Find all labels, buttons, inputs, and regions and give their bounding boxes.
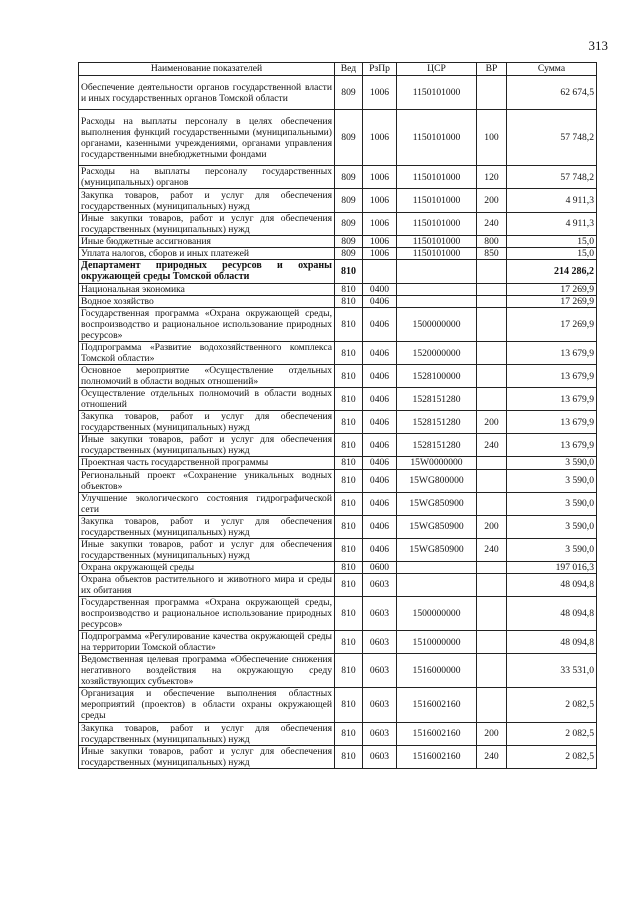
cell-name: Обеспечение деятельности органов государственной власти и иных государственных органов Томской области — [79, 76, 335, 110]
cell-csr: 1516000000 — [397, 654, 477, 688]
cell-vr — [477, 76, 507, 110]
header-sum: Сумма — [507, 63, 597, 76]
table-row — [79, 745, 597, 768]
cell-sum: 3 590,0 — [507, 492, 597, 515]
table-row — [79, 283, 597, 295]
cell-rzpr: 0406 — [363, 295, 397, 307]
cell-rzpr — [363, 259, 397, 283]
cell-vr: 850 — [477, 247, 507, 259]
cell-rzpr: 0406 — [363, 365, 397, 388]
cell-vr: 240 — [477, 538, 507, 561]
cell-csr: 1516002160 — [397, 722, 477, 745]
cell-ved: 810 — [335, 688, 363, 722]
cell-rzpr: 0406 — [363, 411, 397, 434]
cell-vr: 100 — [477, 110, 507, 166]
table-row — [79, 411, 597, 434]
cell-ved: 810 — [335, 573, 363, 596]
cell-vr: 240 — [477, 212, 507, 235]
cell-rzpr: 0406 — [363, 434, 397, 457]
cell-sum: 15,0 — [507, 247, 597, 259]
cell-rzpr: 0406 — [363, 538, 397, 561]
cell-name: Водное хозяйство — [79, 295, 335, 307]
cell-ved: 810 — [335, 283, 363, 295]
cell-sum: 17 269,9 — [507, 307, 597, 341]
cell-csr: 1150101000 — [397, 212, 477, 235]
cell-rzpr: 1006 — [363, 76, 397, 110]
table-row — [79, 166, 597, 189]
cell-ved: 809 — [335, 189, 363, 212]
cell-name: Проектная часть государственной программы — [79, 457, 335, 469]
header-name: Наименование показателей — [79, 63, 335, 76]
cell-ved: 810 — [335, 434, 363, 457]
cell-rzpr: 1006 — [363, 235, 397, 247]
cell-name: Департамент природных ресурсов и охраны окружающей среды Томской области — [79, 259, 335, 283]
cell-vr — [477, 469, 507, 492]
cell-ved: 810 — [335, 515, 363, 538]
cell-rzpr: 0406 — [363, 515, 397, 538]
cell-vr: 200 — [477, 189, 507, 212]
cell-ved: 810 — [335, 745, 363, 768]
cell-csr: 1528100000 — [397, 365, 477, 388]
cell-ved: 810 — [335, 295, 363, 307]
cell-rzpr: 0603 — [363, 631, 397, 654]
cell-sum: 2 082,5 — [507, 688, 597, 722]
table-header — [79, 63, 597, 76]
cell-ved: 810 — [335, 722, 363, 745]
cell-ved: 809 — [335, 235, 363, 247]
cell-sum: 13 679,9 — [507, 411, 597, 434]
cell-sum: 2 082,5 — [507, 722, 597, 745]
table-body — [79, 76, 597, 769]
cell-csr: 15WG850900 — [397, 538, 477, 561]
cell-csr — [397, 259, 477, 283]
cell-csr: 1528151280 — [397, 411, 477, 434]
cell-sum: 17 269,9 — [507, 295, 597, 307]
table-row — [79, 561, 597, 573]
cell-name: Организация и обеспечение выполнения областных мероприятий (проектов) в области охраны окружающей среды — [79, 688, 335, 722]
header-vr: ВР — [477, 63, 507, 76]
cell-sum: 3 590,0 — [507, 515, 597, 538]
cell-ved: 809 — [335, 212, 363, 235]
cell-sum: 62 674,5 — [507, 76, 597, 110]
cell-sum: 3 590,0 — [507, 457, 597, 469]
cell-ved: 810 — [335, 259, 363, 283]
cell-vr — [477, 259, 507, 283]
cell-name: Подпрограмма «Развитие водохозяйственного комплекса Томской области» — [79, 342, 335, 365]
cell-ved: 810 — [335, 365, 363, 388]
cell-ved: 810 — [335, 388, 363, 411]
cell-csr — [397, 573, 477, 596]
cell-name: Уплата налогов, сборов и иных платежей — [79, 247, 335, 259]
cell-rzpr: 1006 — [363, 247, 397, 259]
cell-sum: 13 679,9 — [507, 388, 597, 411]
cell-vr — [477, 457, 507, 469]
cell-rzpr: 0406 — [363, 469, 397, 492]
cell-vr — [477, 597, 507, 631]
cell-rzpr: 0406 — [363, 388, 397, 411]
cell-rzpr: 0600 — [363, 561, 397, 573]
cell-csr: 1516002160 — [397, 745, 477, 768]
cell-rzpr: 0603 — [363, 597, 397, 631]
page-number: 313 — [588, 38, 608, 53]
cell-vr: 240 — [477, 434, 507, 457]
cell-ved: 810 — [335, 307, 363, 341]
cell-csr: 1150101000 — [397, 189, 477, 212]
cell-sum: 48 094,8 — [507, 573, 597, 596]
cell-ved: 809 — [335, 247, 363, 259]
cell-sum: 4 911,3 — [507, 212, 597, 235]
table-row — [79, 654, 597, 688]
cell-name: Закупка товаров, работ и услуг для обеспечения государственных (муниципальных) нужд — [79, 515, 335, 538]
cell-csr: 1500000000 — [397, 597, 477, 631]
cell-vr: 240 — [477, 745, 507, 768]
cell-ved: 810 — [335, 597, 363, 631]
cell-rzpr: 0400 — [363, 283, 397, 295]
header-csr: ЦСР — [397, 63, 477, 76]
cell-rzpr: 1006 — [363, 110, 397, 166]
cell-sum: 197 016,3 — [507, 561, 597, 573]
table-row — [79, 189, 597, 212]
cell-vr — [477, 295, 507, 307]
cell-sum: 2 082,5 — [507, 745, 597, 768]
table-row — [79, 515, 597, 538]
cell-vr — [477, 283, 507, 295]
cell-rzpr: 1006 — [363, 166, 397, 189]
table-row — [79, 212, 597, 235]
cell-ved: 810 — [335, 342, 363, 365]
cell-name: Закупка товаров, работ и услуг для обеспечения государственных (муниципальных) нужд — [79, 411, 335, 434]
cell-vr — [477, 492, 507, 515]
cell-csr: 1150101000 — [397, 166, 477, 189]
cell-sum: 17 269,9 — [507, 283, 597, 295]
cell-vr: 120 — [477, 166, 507, 189]
table-row — [79, 434, 597, 457]
cell-csr: 15W0000000 — [397, 457, 477, 469]
cell-csr: 15WG850900 — [397, 515, 477, 538]
cell-rzpr: 0603 — [363, 688, 397, 722]
cell-name: Подпрограмма «Регулирование качества окружающей среды на территории Томской области» — [79, 631, 335, 654]
table-row — [79, 110, 597, 166]
cell-rzpr: 0603 — [363, 573, 397, 596]
cell-sum: 3 590,0 — [507, 469, 597, 492]
cell-sum: 13 679,9 — [507, 434, 597, 457]
header-row — [79, 63, 597, 76]
table-row — [79, 388, 597, 411]
table-row — [79, 247, 597, 259]
cell-name: Закупка товаров, работ и услуг для обеспечения государственных (муниципальных) нужд — [79, 722, 335, 745]
cell-name: Расходы на выплаты персоналу в целях обеспечения выполнения функций государственными (муниципальными) органами, казенными учреждениями, органами управления государственными внебюджетными фондами — [79, 110, 335, 166]
cell-ved: 810 — [335, 561, 363, 573]
cell-rzpr: 0406 — [363, 342, 397, 365]
cell-sum: 57 748,2 — [507, 110, 597, 166]
cell-name: Осуществление отдельных полномочий в области водных отношений — [79, 388, 335, 411]
table-row — [79, 631, 597, 654]
header-rzpr: РзПр — [363, 63, 397, 76]
cell-name: Региональный проект «Сохранение уникальных водных объектов» — [79, 469, 335, 492]
table-row — [79, 469, 597, 492]
cell-name: Иные закупки товаров, работ и услуг для обеспечения государственных (муниципальных) нужд — [79, 745, 335, 768]
cell-csr: 1150101000 — [397, 76, 477, 110]
cell-csr — [397, 283, 477, 295]
cell-csr — [397, 295, 477, 307]
table-row — [79, 492, 597, 515]
cell-vr — [477, 654, 507, 688]
table-row — [79, 597, 597, 631]
table-row — [79, 295, 597, 307]
table-row — [79, 259, 597, 283]
cell-ved: 809 — [335, 110, 363, 166]
table-row — [79, 235, 597, 247]
cell-sum: 48 094,8 — [507, 631, 597, 654]
cell-rzpr: 1006 — [363, 212, 397, 235]
cell-ved: 810 — [335, 538, 363, 561]
cell-vr — [477, 342, 507, 365]
table-row — [79, 722, 597, 745]
cell-sum: 13 679,9 — [507, 365, 597, 388]
cell-ved: 810 — [335, 492, 363, 515]
table-row — [79, 307, 597, 341]
cell-ved: 809 — [335, 166, 363, 189]
cell-rzpr: 0603 — [363, 745, 397, 768]
table-row — [79, 688, 597, 722]
cell-vr — [477, 573, 507, 596]
cell-rzpr: 1006 — [363, 189, 397, 212]
cell-sum: 13 679,9 — [507, 342, 597, 365]
cell-name: Национальная экономика — [79, 283, 335, 295]
table-row — [79, 365, 597, 388]
table-row — [79, 457, 597, 469]
cell-name: Расходы на выплаты персоналу государственных (муниципальных) органов — [79, 166, 335, 189]
header-ved: Вед — [335, 63, 363, 76]
cell-ved: 809 — [335, 76, 363, 110]
cell-ved: 810 — [335, 631, 363, 654]
cell-name: Государственная программа «Охрана окружающей среды, воспроизводство и рациональное использование природных ресурсов» — [79, 307, 335, 341]
cell-name: Ведомственная целевая программа «Обеспечение снижения негативного воздействия на окружающую среду хозяйствующих субъектов» — [79, 654, 335, 688]
cell-csr — [397, 561, 477, 573]
cell-vr: 200 — [477, 515, 507, 538]
cell-sum: 57 748,2 — [507, 166, 597, 189]
cell-vr — [477, 688, 507, 722]
cell-ved: 810 — [335, 469, 363, 492]
cell-vr: 800 — [477, 235, 507, 247]
cell-name: Улучшение экологического состояния гидрографической сети — [79, 492, 335, 515]
cell-rzpr: 0603 — [363, 654, 397, 688]
table-row — [79, 573, 597, 596]
cell-sum: 33 531,0 — [507, 654, 597, 688]
cell-csr: 15WG800000 — [397, 469, 477, 492]
cell-sum: 15,0 — [507, 235, 597, 247]
cell-csr: 1528151280 — [397, 434, 477, 457]
cell-rzpr: 0406 — [363, 492, 397, 515]
cell-sum: 214 286,2 — [507, 259, 597, 283]
table-row — [79, 538, 597, 561]
cell-name: Охрана окружающей среды — [79, 561, 335, 573]
cell-vr — [477, 631, 507, 654]
cell-rzpr: 0406 — [363, 457, 397, 469]
cell-csr: 1520000000 — [397, 342, 477, 365]
cell-vr — [477, 388, 507, 411]
cell-csr: 1150101000 — [397, 110, 477, 166]
cell-csr: 1500000000 — [397, 307, 477, 341]
cell-name: Иные закупки товаров, работ и услуг для обеспечения государственных (муниципальных) нужд — [79, 434, 335, 457]
cell-sum: 48 094,8 — [507, 597, 597, 631]
cell-name: Охрана объектов растительного и животного мира и среды их обитания — [79, 573, 335, 596]
budget-table — [78, 62, 597, 769]
cell-csr: 1150101000 — [397, 235, 477, 247]
cell-rzpr: 0406 — [363, 307, 397, 341]
cell-name: Иные закупки товаров, работ и услуг для обеспечения государственных (муниципальных) нужд — [79, 538, 335, 561]
cell-ved: 810 — [335, 411, 363, 434]
cell-name: Иные бюджетные ассигнования — [79, 235, 335, 247]
cell-ved: 810 — [335, 654, 363, 688]
cell-sum: 3 590,0 — [507, 538, 597, 561]
cell-vr — [477, 365, 507, 388]
table-row — [79, 342, 597, 365]
cell-vr: 200 — [477, 411, 507, 434]
cell-csr: 15WG850900 — [397, 492, 477, 515]
cell-vr — [477, 307, 507, 341]
cell-name: Государственная программа «Охрана окружающей среды, воспроизводство и рациональное использование природных ресурсов» — [79, 597, 335, 631]
cell-csr: 1510000000 — [397, 631, 477, 654]
cell-sum: 4 911,3 — [507, 189, 597, 212]
cell-name: Иные закупки товаров, работ и услуг для обеспечения государственных (муниципальных) нужд — [79, 212, 335, 235]
cell-name: Закупка товаров, работ и услуг для обеспечения государственных (муниципальных) нужд — [79, 189, 335, 212]
cell-vr — [477, 561, 507, 573]
cell-vr: 200 — [477, 722, 507, 745]
table-row — [79, 76, 597, 110]
cell-csr: 1528151280 — [397, 388, 477, 411]
cell-rzpr: 0603 — [363, 722, 397, 745]
cell-name: Основное мероприятие «Осуществление отдельных полномочий в области водных отношений» — [79, 365, 335, 388]
cell-ved: 810 — [335, 457, 363, 469]
cell-csr: 1516002160 — [397, 688, 477, 722]
cell-csr: 1150101000 — [397, 247, 477, 259]
